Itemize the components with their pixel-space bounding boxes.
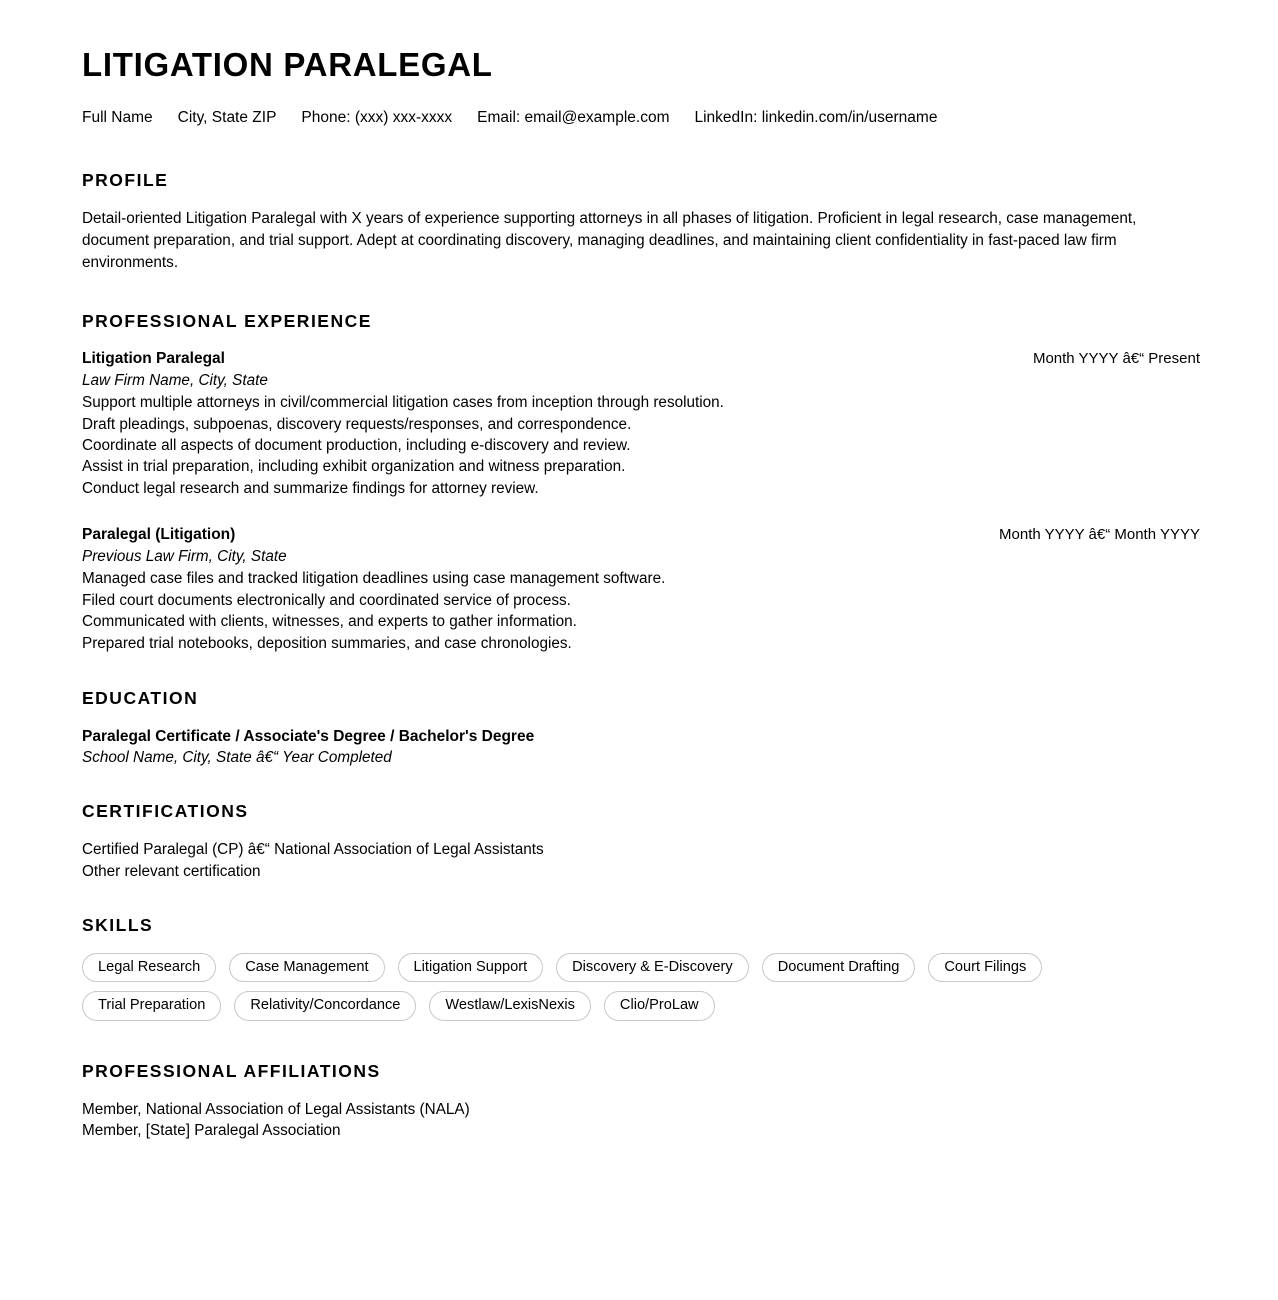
job-bullet: Conduct legal research and summarize findings for attorney review. (82, 479, 539, 497)
contact-email: Email: email@example.com (477, 108, 670, 126)
job-bullet: Draft pleadings, subpoenas, discovery requests/responses, and correspondence. (82, 415, 632, 433)
job-bullet-list (82, 568, 1208, 654)
section-heading-profile: PROFILE (82, 170, 169, 191)
experience-entry-header (82, 349, 1208, 370)
section-heading-skills: SKILLS (82, 915, 154, 936)
skill-pill: Relativity/Concordance (234, 991, 416, 1020)
skill-pill: Court Filings (928, 953, 1042, 982)
experience-entry (82, 349, 1208, 499)
section-heading-affiliations: PROFESSIONAL AFFILIATIONS (82, 1060, 381, 1081)
section-experience (82, 311, 1208, 654)
job-bullet: Coordinate all aspects of document production, including e-discovery and review. (82, 437, 631, 455)
skill-pill: Trial Preparation (82, 991, 221, 1020)
section-heading-experience: PROFESSIONAL EXPERIENCE (82, 311, 372, 332)
skill-pill: Westlaw/LexisNexis (429, 991, 591, 1020)
skill-pill: Clio/ProLaw (604, 991, 715, 1020)
affiliation-item: Member, [State] Paralegal Association (82, 1122, 341, 1140)
section-skills (82, 915, 1208, 1020)
section-education (82, 688, 1208, 768)
skill-pill: Discovery & E-Discovery (556, 953, 749, 982)
job-bullet: Managed case files and tracked litigation deadlines using case management software. (82, 570, 666, 588)
section-certifications (82, 801, 1208, 882)
contact-location: City, State ZIP (177, 108, 277, 126)
contact-linkedin: LinkedIn: linkedin.com/in/username (694, 108, 938, 126)
job-title: Litigation Paralegal (82, 350, 225, 368)
job-bullet-list (82, 392, 1208, 499)
profile-summary-text: Detail-oriented Litigation Paralegal with X years of experience supporting attorneys in all phases of litigation. Proficient in legal research, case management, document preparation, and trial support. Adept at coordinating discovery, managing deadlines, and maintaining client confidentiality in fast-paced law firm environments. (82, 210, 1137, 271)
experience-entry (82, 525, 1208, 654)
skill-pill: Document Drafting (762, 953, 916, 982)
affiliation-item: Member, National Association of Legal Assistants (NALA) (82, 1100, 470, 1118)
section-profile (82, 170, 1208, 273)
job-bullet: Filed court documents electronically and coordinated service of process. (82, 591, 571, 609)
job-organization: Law Firm Name, City, State (82, 372, 268, 390)
job-title: Paralegal (Litigation) (82, 526, 236, 544)
contact-line (82, 108, 1208, 128)
certification-item: Other relevant certification (82, 862, 261, 880)
education-school: School Name, City, State â€“ Year Completed (82, 749, 392, 767)
job-organization: Previous Law Firm, City, State (82, 548, 287, 566)
contact-full-name: Full Name (82, 108, 153, 126)
job-bullet: Prepared trial notebooks, deposition summaries, and case chronologies. (82, 634, 572, 652)
contact-phone: Phone: (xxx) xxx-xxxx (301, 108, 453, 126)
job-bullet: Assist in trial preparation, including exhibit organization and witness preparation. (82, 458, 626, 476)
certification-item: Certified Paralegal (CP) â€“ National Association of Legal Assistants (82, 841, 544, 859)
skills-pill-list (82, 953, 1182, 1020)
job-bullet: Communicated with clients, witnesses, and experts to gather information. (82, 613, 577, 631)
skill-pill: Legal Research (82, 953, 216, 982)
experience-entry-header (82, 525, 1208, 546)
section-heading-certifications: CERTIFICATIONS (82, 801, 249, 822)
education-degree: Paralegal Certificate / Associate's Degree / Bachelor's Degree (82, 727, 535, 745)
section-heading-education: EDUCATION (82, 687, 199, 708)
job-dates: Month YYYY â€“ Month YYYY (999, 526, 1200, 544)
skill-pill: Litigation Support (398, 953, 544, 982)
skill-pill: Case Management (229, 953, 384, 982)
job-bullet: Support multiple attorneys in civil/commercial litigation cases from inception through resolution. (82, 394, 724, 412)
section-affiliations (82, 1061, 1208, 1142)
job-dates: Month YYYY â€“ Present (1032, 350, 1200, 368)
page-title: LITIGATION PARALEGAL (82, 46, 493, 83)
